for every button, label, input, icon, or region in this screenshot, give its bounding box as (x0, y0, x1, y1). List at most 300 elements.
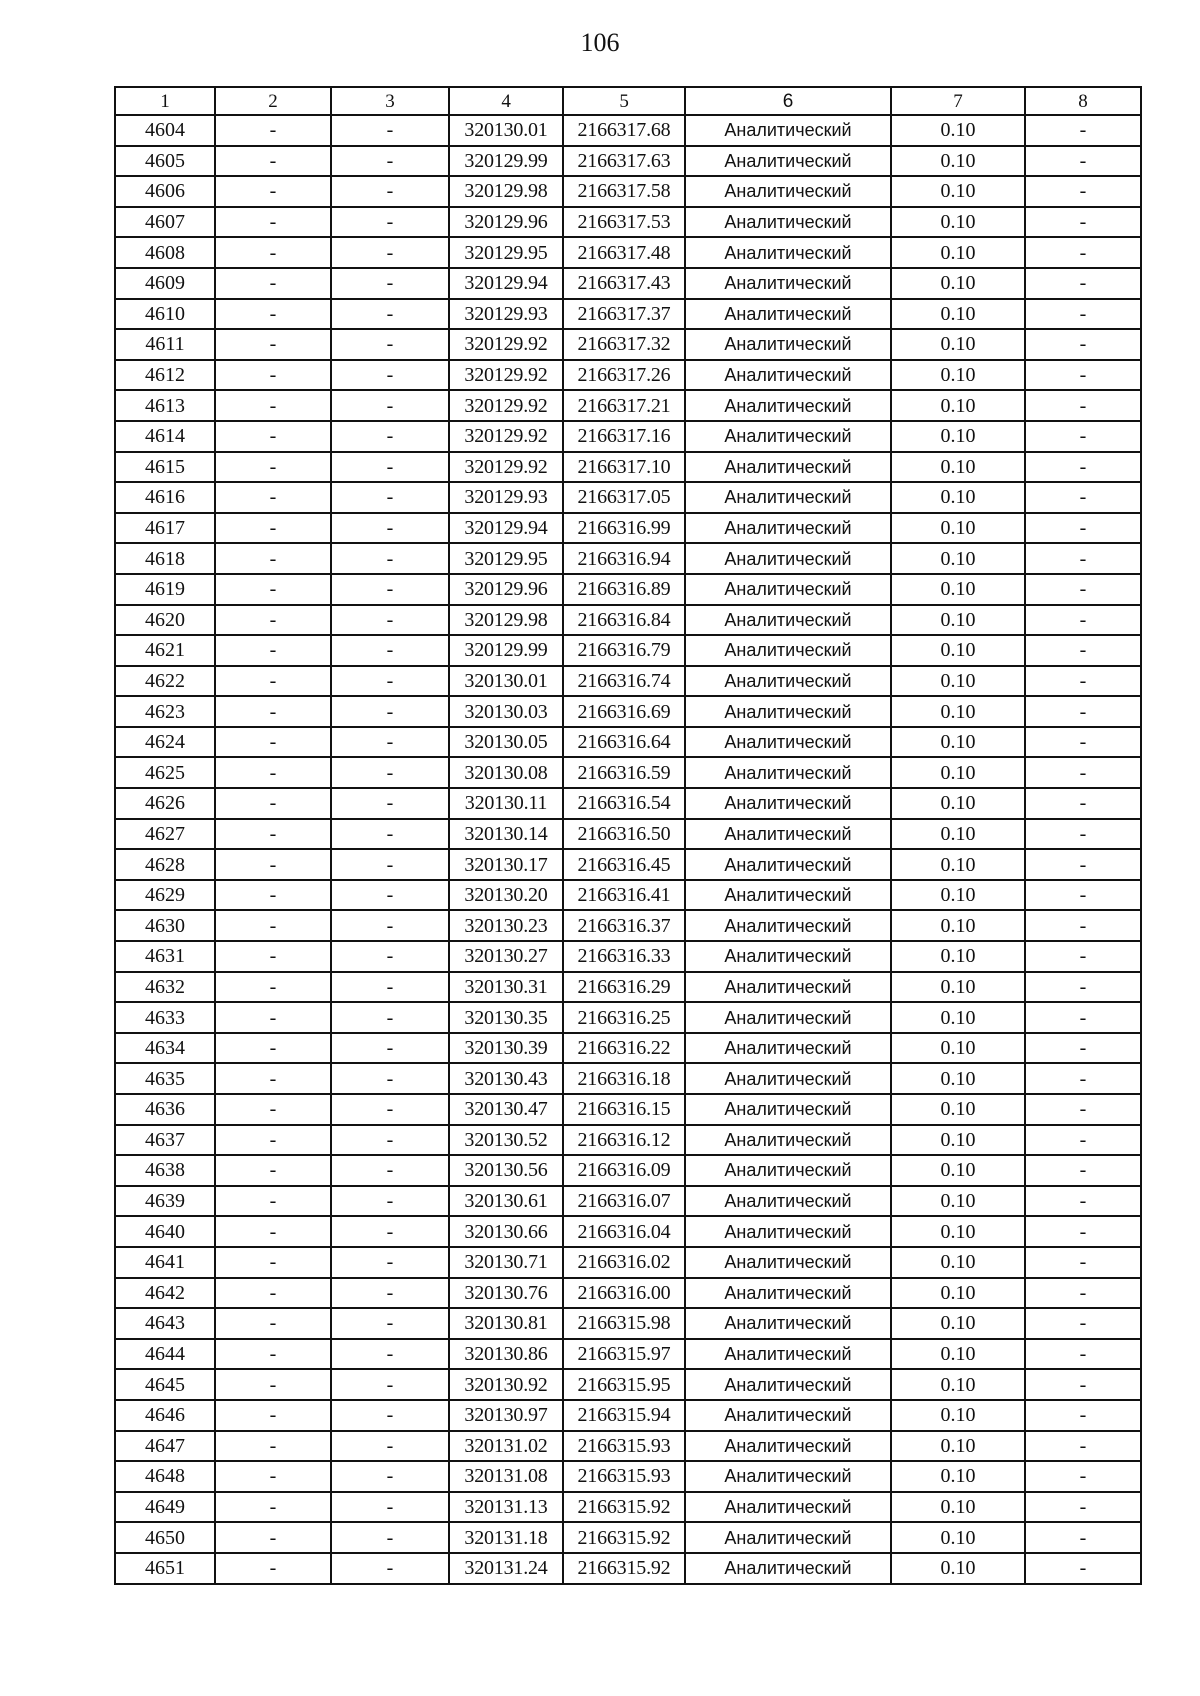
cell-number: 4606 (115, 176, 215, 207)
cell-y-coordinate: 2166316.99 (563, 513, 685, 544)
cell-col8: - (1025, 910, 1141, 941)
cell-x-coordinate: 320129.92 (449, 360, 563, 391)
table-row (115, 1186, 1141, 1217)
table-row (115, 176, 1141, 207)
cell-y-coordinate: 2166315.93 (563, 1431, 685, 1462)
cell-x-coordinate: 320130.14 (449, 819, 563, 850)
table-row (115, 299, 1141, 330)
header-cell-3: 3 (331, 87, 449, 115)
cell-y-coordinate: 2166317.32 (563, 329, 685, 360)
cell-col3: - (331, 452, 449, 483)
cell-col8: - (1025, 1522, 1141, 1553)
cell-x-coordinate: 320130.71 (449, 1247, 563, 1278)
cell-x-coordinate: 320130.01 (449, 115, 563, 146)
cell-y-coordinate: 2166315.93 (563, 1461, 685, 1492)
cell-col8: - (1025, 1308, 1141, 1339)
cell-y-coordinate: 2166317.37 (563, 299, 685, 330)
cell-accuracy: 0.10 (891, 146, 1025, 177)
cell-method: Аналитический (685, 1125, 891, 1156)
cell-col8: - (1025, 1339, 1141, 1370)
cell-y-coordinate: 2166315.92 (563, 1522, 685, 1553)
cell-y-coordinate: 2166316.50 (563, 819, 685, 850)
cell-accuracy: 0.10 (891, 513, 1025, 544)
cell-x-coordinate: 320129.98 (449, 176, 563, 207)
cell-col3: - (331, 819, 449, 850)
header-cell-6: 6 (685, 87, 891, 115)
cell-x-coordinate: 320129.92 (449, 421, 563, 452)
cell-x-coordinate: 320129.99 (449, 146, 563, 177)
cell-col8: - (1025, 176, 1141, 207)
cell-accuracy: 0.10 (891, 1216, 1025, 1247)
cell-x-coordinate: 320129.95 (449, 543, 563, 574)
cell-x-coordinate: 320130.47 (449, 1094, 563, 1125)
cell-col3: - (331, 1063, 449, 1094)
cell-y-coordinate: 2166316.89 (563, 574, 685, 605)
cell-number: 4613 (115, 390, 215, 421)
cell-number: 4641 (115, 1247, 215, 1278)
cell-y-coordinate: 2166316.74 (563, 666, 685, 697)
cell-col2: - (215, 1125, 331, 1156)
cell-x-coordinate: 320131.08 (449, 1461, 563, 1492)
cell-accuracy: 0.10 (891, 1461, 1025, 1492)
table-row (115, 819, 1141, 850)
cell-col3: - (331, 1400, 449, 1431)
header-cell-2: 2 (215, 87, 331, 115)
cell-accuracy: 0.10 (891, 207, 1025, 238)
cell-col8: - (1025, 849, 1141, 880)
table-row (115, 1461, 1141, 1492)
cell-col3: - (331, 268, 449, 299)
cell-number: 4635 (115, 1063, 215, 1094)
cell-col2: - (215, 1216, 331, 1247)
page-number: 106 (580, 28, 620, 57)
cell-number: 4627 (115, 819, 215, 850)
cell-accuracy: 0.10 (891, 788, 1025, 819)
cell-col3: - (331, 1247, 449, 1278)
cell-x-coordinate: 320130.61 (449, 1186, 563, 1217)
cell-number: 4638 (115, 1155, 215, 1186)
table-row (115, 727, 1141, 758)
cell-number: 4649 (115, 1492, 215, 1523)
cell-col3: - (331, 329, 449, 360)
cell-number: 4632 (115, 972, 215, 1003)
cell-method: Аналитический (685, 1522, 891, 1553)
cell-y-coordinate: 2166317.68 (563, 115, 685, 146)
table-row (115, 1002, 1141, 1033)
table-row (115, 1369, 1141, 1400)
cell-y-coordinate: 2166316.12 (563, 1125, 685, 1156)
cell-col3: - (331, 605, 449, 636)
cell-accuracy: 0.10 (891, 1002, 1025, 1033)
cell-x-coordinate: 320129.92 (449, 390, 563, 421)
cell-col8: - (1025, 666, 1141, 697)
cell-method: Аналитический (685, 421, 891, 452)
cell-y-coordinate: 2166316.59 (563, 757, 685, 788)
cell-method: Аналитический (685, 176, 891, 207)
cell-accuracy: 0.10 (891, 237, 1025, 268)
cell-col3: - (331, 421, 449, 452)
cell-col8: - (1025, 482, 1141, 513)
cell-number: 4609 (115, 268, 215, 299)
cell-accuracy: 0.10 (891, 880, 1025, 911)
table-row (115, 1063, 1141, 1094)
cell-x-coordinate: 320130.52 (449, 1125, 563, 1156)
cell-method: Аналитический (685, 1155, 891, 1186)
cell-number: 4618 (115, 543, 215, 574)
cell-number: 4626 (115, 788, 215, 819)
cell-col3: - (331, 788, 449, 819)
cell-col2: - (215, 299, 331, 330)
table-row (115, 329, 1141, 360)
cell-method: Аналитический (685, 941, 891, 972)
cell-x-coordinate: 320129.92 (449, 452, 563, 483)
cell-x-coordinate: 320131.13 (449, 1492, 563, 1523)
cell-accuracy: 0.10 (891, 1278, 1025, 1309)
cell-number: 4612 (115, 360, 215, 391)
cell-x-coordinate: 320130.81 (449, 1308, 563, 1339)
cell-method: Аналитический (685, 1216, 891, 1247)
table-row (115, 452, 1141, 483)
cell-number: 4608 (115, 237, 215, 268)
cell-method: Аналитический (685, 788, 891, 819)
cell-col2: - (215, 1002, 331, 1033)
cell-col2: - (215, 1308, 331, 1339)
cell-method: Аналитический (685, 360, 891, 391)
table-row (115, 268, 1141, 299)
cell-number: 4646 (115, 1400, 215, 1431)
cell-y-coordinate: 2166317.63 (563, 146, 685, 177)
cell-accuracy: 0.10 (891, 1339, 1025, 1370)
cell-col8: - (1025, 360, 1141, 391)
cell-accuracy: 0.10 (891, 390, 1025, 421)
cell-col3: - (331, 635, 449, 666)
cell-col8: - (1025, 972, 1141, 1003)
cell-accuracy: 0.10 (891, 1492, 1025, 1523)
cell-y-coordinate: 2166316.69 (563, 696, 685, 727)
cell-y-coordinate: 2166315.97 (563, 1339, 685, 1370)
cell-col8: - (1025, 421, 1141, 452)
cell-x-coordinate: 320131.02 (449, 1431, 563, 1462)
cell-x-coordinate: 320130.76 (449, 1278, 563, 1309)
cell-number: 4643 (115, 1308, 215, 1339)
cell-number: 4611 (115, 329, 215, 360)
cell-accuracy: 0.10 (891, 1308, 1025, 1339)
cell-accuracy: 0.10 (891, 268, 1025, 299)
cell-y-coordinate: 2166316.37 (563, 910, 685, 941)
cell-col2: - (215, 696, 331, 727)
cell-y-coordinate: 2166315.92 (563, 1492, 685, 1523)
cell-col3: - (331, 1369, 449, 1400)
cell-x-coordinate: 320130.56 (449, 1155, 563, 1186)
cell-method: Аналитический (685, 696, 891, 727)
cell-method: Аналитический (685, 1339, 891, 1370)
cell-y-coordinate: 2166316.18 (563, 1063, 685, 1094)
cell-col2: - (215, 972, 331, 1003)
cell-col8: - (1025, 115, 1141, 146)
table-row (115, 574, 1141, 605)
cell-col8: - (1025, 1033, 1141, 1064)
cell-col8: - (1025, 788, 1141, 819)
cell-x-coordinate: 320130.11 (449, 788, 563, 819)
table-row (115, 1216, 1141, 1247)
table-row (115, 1247, 1141, 1278)
cell-number: 4634 (115, 1033, 215, 1064)
cell-col2: - (215, 146, 331, 177)
cell-col3: - (331, 1186, 449, 1217)
cell-number: 4621 (115, 635, 215, 666)
cell-x-coordinate: 320129.99 (449, 635, 563, 666)
cell-col2: - (215, 329, 331, 360)
cell-x-coordinate: 320130.92 (449, 1369, 563, 1400)
cell-col2: - (215, 176, 331, 207)
cell-x-coordinate: 320129.93 (449, 482, 563, 513)
table-row (115, 880, 1141, 911)
cell-col8: - (1025, 1431, 1141, 1462)
cell-x-coordinate: 320129.98 (449, 605, 563, 636)
cell-number: 4651 (115, 1553, 215, 1584)
cell-method: Аналитический (685, 268, 891, 299)
cell-col3: - (331, 1339, 449, 1370)
cell-method: Аналитический (685, 1278, 891, 1309)
cell-col2: - (215, 1155, 331, 1186)
cell-col3: - (331, 1553, 449, 1584)
cell-col2: - (215, 1431, 331, 1462)
cell-col8: - (1025, 1063, 1141, 1094)
table-row (115, 1553, 1141, 1584)
cell-number: 4633 (115, 1002, 215, 1033)
cell-col2: - (215, 1063, 331, 1094)
cell-x-coordinate: 320129.94 (449, 513, 563, 544)
cell-method: Аналитический (685, 482, 891, 513)
cell-col2: - (215, 941, 331, 972)
cell-col3: - (331, 1308, 449, 1339)
cell-x-coordinate: 320130.17 (449, 849, 563, 880)
cell-col3: - (331, 696, 449, 727)
cell-y-coordinate: 2166317.48 (563, 237, 685, 268)
table-row (115, 1492, 1141, 1523)
cell-col8: - (1025, 513, 1141, 544)
cell-col3: - (331, 1125, 449, 1156)
cell-accuracy: 0.10 (891, 360, 1025, 391)
table-row (115, 1308, 1141, 1339)
cell-method: Аналитический (685, 1553, 891, 1584)
cell-col3: - (331, 1216, 449, 1247)
cell-col8: - (1025, 1216, 1141, 1247)
cell-col2: - (215, 574, 331, 605)
table-row (115, 390, 1141, 421)
cell-col3: - (331, 727, 449, 758)
table-row (115, 849, 1141, 880)
table-row (115, 1033, 1141, 1064)
cell-method: Аналитический (685, 390, 891, 421)
cell-accuracy: 0.10 (891, 1063, 1025, 1094)
table-row (115, 513, 1141, 544)
cell-x-coordinate: 320129.96 (449, 207, 563, 238)
header-cell-1: 1 (115, 87, 215, 115)
table-row (115, 910, 1141, 941)
cell-x-coordinate: 320130.20 (449, 880, 563, 911)
cell-x-coordinate: 320129.92 (449, 329, 563, 360)
cell-x-coordinate: 320130.27 (449, 941, 563, 972)
cell-accuracy: 0.10 (891, 1155, 1025, 1186)
cell-col3: - (331, 115, 449, 146)
cell-col3: - (331, 1431, 449, 1462)
cell-method: Аналитический (685, 1308, 891, 1339)
cell-accuracy: 0.10 (891, 421, 1025, 452)
cell-accuracy: 0.10 (891, 574, 1025, 605)
cell-y-coordinate: 2166315.95 (563, 1369, 685, 1400)
cell-accuracy: 0.10 (891, 1094, 1025, 1125)
cell-col8: - (1025, 1155, 1141, 1186)
table-row (115, 482, 1141, 513)
cell-number: 4617 (115, 513, 215, 544)
cell-accuracy: 0.10 (891, 1400, 1025, 1431)
table-row (115, 1400, 1141, 1431)
cell-col2: - (215, 910, 331, 941)
cell-col8: - (1025, 1278, 1141, 1309)
cell-accuracy: 0.10 (891, 941, 1025, 972)
cell-y-coordinate: 2166316.00 (563, 1278, 685, 1309)
cell-accuracy: 0.10 (891, 819, 1025, 850)
table-row (115, 1155, 1141, 1186)
cell-x-coordinate: 320130.66 (449, 1216, 563, 1247)
cell-method: Аналитический (685, 880, 891, 911)
cell-number: 4650 (115, 1522, 215, 1553)
cell-col8: - (1025, 268, 1141, 299)
cell-col2: - (215, 635, 331, 666)
cell-y-coordinate: 2166316.07 (563, 1186, 685, 1217)
cell-number: 4625 (115, 757, 215, 788)
table-row (115, 146, 1141, 177)
cell-col8: - (1025, 543, 1141, 574)
cell-y-coordinate: 2166315.98 (563, 1308, 685, 1339)
cell-accuracy: 0.10 (891, 1553, 1025, 1584)
cell-col2: - (215, 482, 331, 513)
cell-method: Аналитический (685, 727, 891, 758)
cell-y-coordinate: 2166315.94 (563, 1400, 685, 1431)
cell-col8: - (1025, 1247, 1141, 1278)
table-row (115, 1522, 1141, 1553)
cell-col8: - (1025, 1492, 1141, 1523)
cell-col8: - (1025, 605, 1141, 636)
cell-y-coordinate: 2166316.02 (563, 1247, 685, 1278)
cell-method: Аналитический (685, 452, 891, 483)
cell-method: Аналитический (685, 635, 891, 666)
cell-y-coordinate: 2166317.05 (563, 482, 685, 513)
cell-col3: - (331, 1522, 449, 1553)
cell-col2: - (215, 788, 331, 819)
cell-col2: - (215, 421, 331, 452)
cell-col3: - (331, 543, 449, 574)
cell-col8: - (1025, 390, 1141, 421)
cell-accuracy: 0.10 (891, 972, 1025, 1003)
cell-col3: - (331, 757, 449, 788)
cell-y-coordinate: 2166316.33 (563, 941, 685, 972)
cell-method: Аналитический (685, 605, 891, 636)
table-row (115, 972, 1141, 1003)
cell-method: Аналитический (685, 543, 891, 574)
cell-accuracy: 0.10 (891, 452, 1025, 483)
cell-y-coordinate: 2166316.45 (563, 849, 685, 880)
cell-col2: - (215, 1094, 331, 1125)
cell-col8: - (1025, 146, 1141, 177)
cell-number: 4636 (115, 1094, 215, 1125)
cell-method: Аналитический (685, 910, 891, 941)
cell-col2: - (215, 115, 331, 146)
cell-y-coordinate: 2166316.84 (563, 605, 685, 636)
header-row (115, 87, 1141, 115)
cell-col8: - (1025, 819, 1141, 850)
cell-number: 4647 (115, 1431, 215, 1462)
cell-col2: - (215, 390, 331, 421)
cell-accuracy: 0.10 (891, 176, 1025, 207)
cell-number: 4616 (115, 482, 215, 513)
table-row (115, 788, 1141, 819)
cell-x-coordinate: 320130.08 (449, 757, 563, 788)
cell-number: 4624 (115, 727, 215, 758)
cell-number: 4630 (115, 910, 215, 941)
cell-col3: - (331, 574, 449, 605)
cell-y-coordinate: 2166316.09 (563, 1155, 685, 1186)
cell-col2: - (215, 268, 331, 299)
cell-col2: - (215, 849, 331, 880)
cell-y-coordinate: 2166316.79 (563, 635, 685, 666)
cell-method: Аналитический (685, 207, 891, 238)
cell-col3: - (331, 849, 449, 880)
cell-col3: - (331, 972, 449, 1003)
cell-y-coordinate: 2166317.26 (563, 360, 685, 391)
cell-y-coordinate: 2166316.25 (563, 1002, 685, 1033)
cell-col3: - (331, 1033, 449, 1064)
cell-x-coordinate: 320130.86 (449, 1339, 563, 1370)
cell-col2: - (215, 360, 331, 391)
cell-accuracy: 0.10 (891, 666, 1025, 697)
cell-method: Аналитический (685, 1461, 891, 1492)
cell-accuracy: 0.10 (891, 849, 1025, 880)
cell-accuracy: 0.10 (891, 1522, 1025, 1553)
cell-y-coordinate: 2166317.16 (563, 421, 685, 452)
cell-number: 4623 (115, 696, 215, 727)
table-row (115, 1339, 1141, 1370)
table-row (115, 237, 1141, 268)
cell-accuracy: 0.10 (891, 696, 1025, 727)
coordinates-table (114, 86, 1142, 1585)
cell-method: Аналитический (685, 1186, 891, 1217)
cell-col2: - (215, 819, 331, 850)
cell-col3: - (331, 360, 449, 391)
cell-col3: - (331, 207, 449, 238)
cell-accuracy: 0.10 (891, 605, 1025, 636)
cell-col2: - (215, 1553, 331, 1584)
cell-number: 4619 (115, 574, 215, 605)
cell-col3: - (331, 910, 449, 941)
cell-col2: - (215, 1247, 331, 1278)
cell-col8: - (1025, 574, 1141, 605)
table-row (115, 757, 1141, 788)
cell-col8: - (1025, 452, 1141, 483)
cell-col3: - (331, 1461, 449, 1492)
cell-col8: - (1025, 1125, 1141, 1156)
cell-x-coordinate: 320130.43 (449, 1063, 563, 1094)
cell-y-coordinate: 2166316.29 (563, 972, 685, 1003)
cell-accuracy: 0.10 (891, 1431, 1025, 1462)
cell-method: Аналитический (685, 1369, 891, 1400)
cell-method: Аналитический (685, 1492, 891, 1523)
cell-col3: - (331, 941, 449, 972)
cell-number: 4631 (115, 941, 215, 972)
cell-col8: - (1025, 1400, 1141, 1431)
cell-y-coordinate: 2166316.04 (563, 1216, 685, 1247)
